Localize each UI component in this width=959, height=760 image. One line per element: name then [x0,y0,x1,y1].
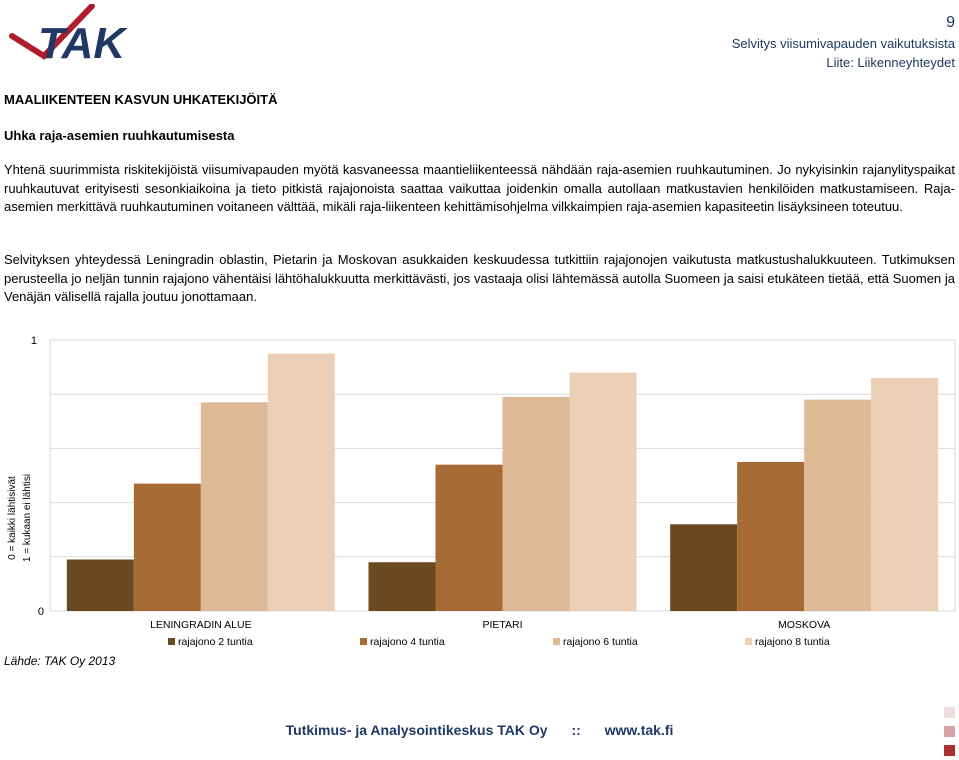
bar [436,465,503,611]
bar [804,400,871,611]
bar [670,524,737,611]
svg-text:TAK: TAK [38,19,126,64]
legend-swatch [168,638,175,645]
footer [0,722,959,738]
subsection-title: Uhka raja-asemien ruuhkautumisesta [4,128,235,143]
bar [570,373,637,611]
x-category-label: PIETARI [482,619,523,631]
bar [369,562,436,611]
y-axis-label-line1: 0 = kaikki lähtisivät [7,476,18,560]
x-category-label: MOSKOVA [778,619,831,631]
bar [503,397,570,611]
bar [737,462,804,611]
page-number: 9 [946,14,955,31]
y-tick-label: 1 [30,335,37,347]
header-title: Selvitys viisumivapauden vaikutuksista [731,36,955,51]
bar [871,378,938,611]
legend-swatch [553,638,560,645]
legend-label: rajajono 4 tuntia [370,636,445,648]
header-subtitle: Liite: Liikenneyhteydet [826,55,955,70]
bar [268,354,335,611]
footer-org: Tutkimus- ja Analysointikeskus TAK Oy [285,722,548,738]
source-note: Lähde: TAK Oy 2013 [4,654,116,668]
bar [201,402,268,611]
footer-square-light [944,707,955,718]
footer-square-mid [944,726,955,737]
bar [67,560,134,611]
y-axis-label-line2: 1 = kukaan ei lähtisi [22,473,33,563]
y-tick-label: 0 [37,606,44,618]
legend-label: rajajono 6 tuntia [563,636,638,648]
legend-swatch [745,638,752,645]
section-title: MAALIIKENTEEN KASVUN UHKATEKIJÖITÄ [4,92,278,107]
footer-url[interactable]: www.tak.fi [604,722,674,738]
footer-separator: :: [571,722,581,738]
paragraph-1: Yhtenä suurimmista riskitekijöistä viisumivapauden myötä kasvaneessa maantieliikenteessä nähdään raja-asemien ruuhkautuminen. Jo nykyisinkin rajanylityspaikat ruuhkautuvat erityisesti sesonkiaikoina ja tieto pitkistä rajajonoista saattaa vaikuttaa joidenkin omalla autollaan matkustavien henkilöiden matkustamiseen. Raja-asemien merkittävä ruuhkautuminen voitaneen välttää, mikäli raja-liikenteen kehittämisohjelma vilkkaimpien raja-asemien kapasiteetin lisäyksineen toteutuu. [4,162,955,214]
legend-label: rajajono 8 tuntia [755,636,830,648]
legend-swatch [360,638,367,645]
legend-label: rajajono 2 tuntia [178,636,253,648]
paragraph-2: Selvityksen yhteydessä Leningradin oblastin, Pietarin ja Moskovan asukkaiden keskuudessa tutkittiin rajajonojen vaikutusta matkustushalukkuuteen. Tutkimuksen perusteella jo neljän tunnin rajajono vähentäisi lähtöhalukkuutta merkittävästi, jos vastaaja olisi lähtemässä autolla Suomeen ja saisi etukäteen tietää, että Suomen ja Venäjän välisellä rajalla joutuu jonottamaan. [4,252,955,304]
bar-chart [0,328,959,648]
chart-svg [0,328,959,648]
tak-logo [4,4,144,64]
bar [134,484,201,611]
footer-square-dark [944,745,955,756]
x-category-label: LENINGRADIN ALUE [150,619,252,631]
